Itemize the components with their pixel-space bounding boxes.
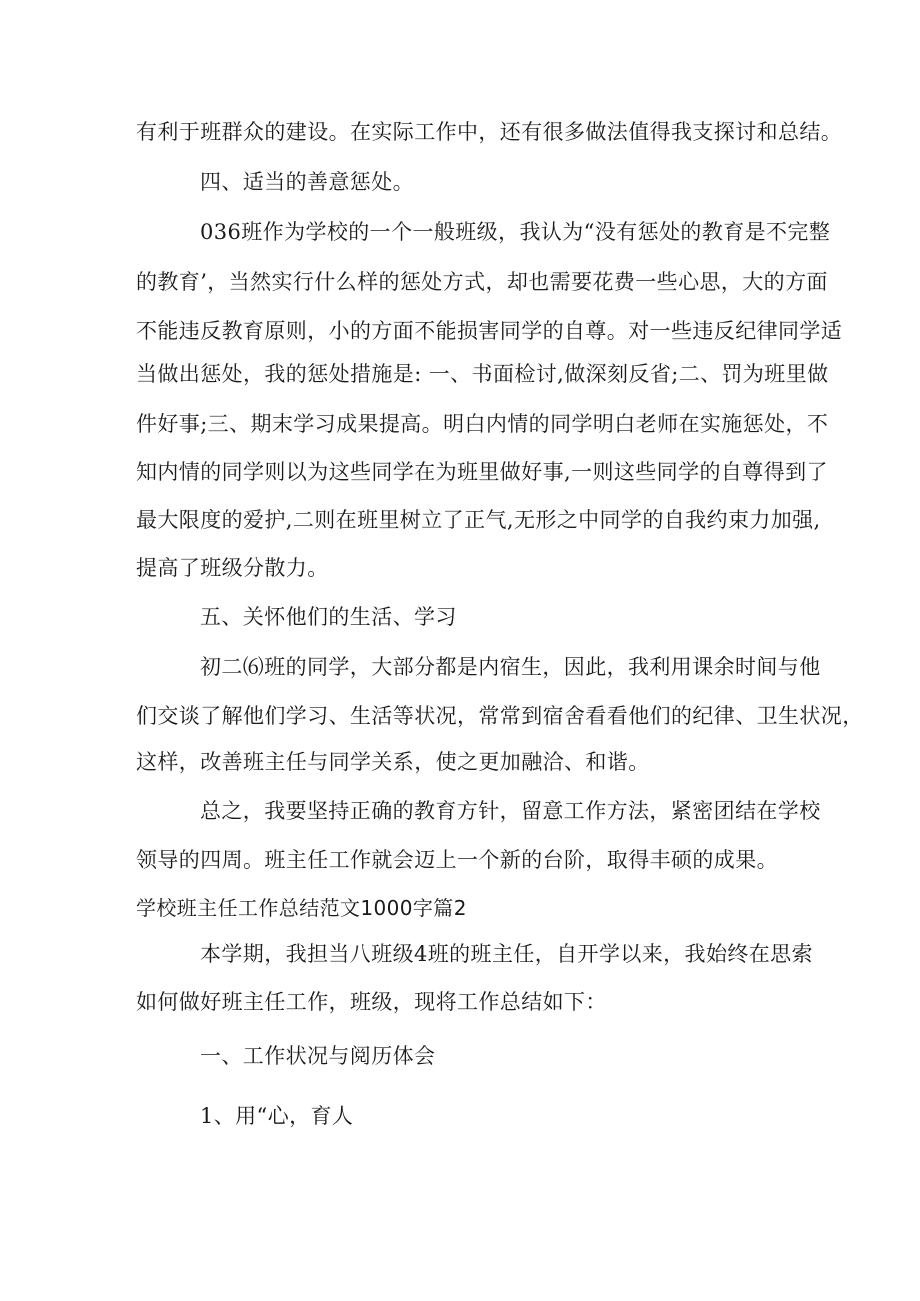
paragraph-line-9: 最大限度的爱护,二则在班里树立了正气,无形之中同学的自我约束力加强,: [136, 508, 821, 532]
article-title: 学校班主任工作总结范文1000字篇2: [136, 896, 467, 920]
paragraph-line-12: 初二⑹班的同学，大部分都是内宿生，因此，我利用课余时间与他: [200, 655, 821, 679]
section-heading-5: 五、关怀他们的生活、学习: [200, 605, 457, 629]
section-heading-4: 四、适当的善意惩处。: [200, 170, 414, 194]
paragraph-line-16: 领导的四周。班主任工作就会迈上一个新的台阶，取得丰硕的成果。: [136, 848, 778, 872]
paragraph-line-8: 知内情的同学则以为这些同学在为班里做好事,一则这些同学的自尊得到了: [136, 460, 828, 484]
paragraph-line-5: 不能违反教育原则，小的方面不能损害同学的自尊。对一些违反纪律同学适: [136, 319, 843, 343]
paragraph-line-4: 的教育’，当然实行什么样的惩处方式，却也需要花费一些心思，大的方面: [136, 270, 828, 294]
paragraph-line-15: 总之，我要坚持正确的教育方针，留意工作方法，紧密团结在学校: [200, 799, 821, 823]
paragraph-line-19: 如何做好班主任工作，班级，现将工作总结如下：: [136, 990, 607, 1014]
subsection-heading-1: 1、用“心，育人: [200, 1104, 354, 1128]
paragraph-line-14: 这样，改善班主任与同学关系，使之更加融洽、和谐。: [136, 750, 650, 774]
paragraph-line-1: 有利于班群众的建设。在实际工作中，还有很多做法值得我支探讨和总结。: [136, 120, 843, 144]
paragraph-line-10: 提高了班级分散力。: [136, 556, 329, 580]
section-heading-1: 一、工作状况与阅历体会: [200, 1044, 436, 1068]
paragraph-line-18: 本学期，我担当八班级4班的班主任，自开学以来，我始终在思索: [200, 942, 813, 966]
paragraph-line-3: 036班作为学校的一个一般班级，我认为“没有惩处的教育是不完整: [200, 220, 831, 244]
paragraph-line-7: 件好事;三、期末学习成果提高。明白内情的同学明白老师在实施惩处，不: [136, 412, 829, 436]
paragraph-line-13: 们交谈了解他们学习、生活等状况，常常到宿舍看看他们的纪律、卫生状况，: [136, 704, 864, 728]
paragraph-line-6: 当做出惩处，我的惩处措施是: 一、书面检讨,做深刻反省;二、罚为班里做: [136, 362, 829, 386]
